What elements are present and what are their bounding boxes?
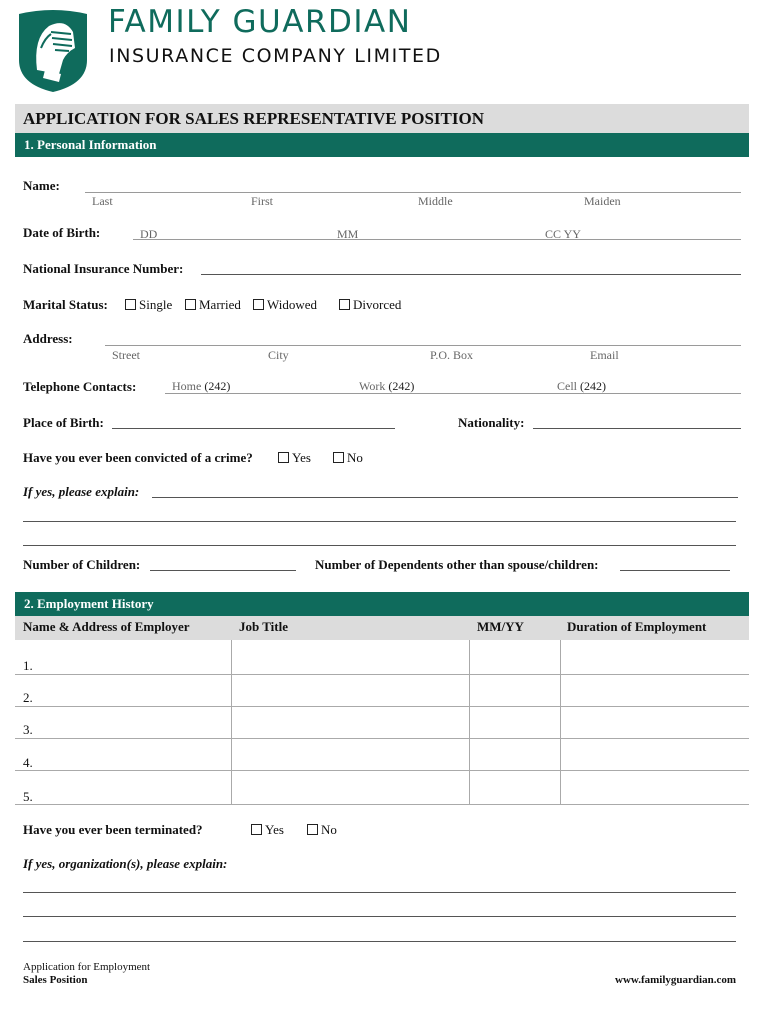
- dob-ccyy: CC YY: [545, 227, 581, 241]
- name-field[interactable]: [85, 192, 741, 193]
- dob-mm: MM: [337, 227, 359, 241]
- address-street: Street: [112, 348, 140, 362]
- checkbox[interactable]: [333, 452, 344, 463]
- crime-yes[interactable]: Yes: [278, 450, 311, 466]
- address-field[interactable]: [105, 345, 741, 346]
- nationality-label: Nationality:: [458, 415, 525, 430]
- birthplace-label: Place of Birth:: [23, 415, 104, 430]
- checkbox[interactable]: [251, 824, 262, 835]
- terminated-no[interactable]: No: [307, 822, 337, 838]
- terminated-explain-line-2[interactable]: [23, 916, 736, 917]
- emp-row-line: [15, 770, 749, 771]
- name-middle: Middle: [418, 194, 453, 208]
- dependents-field[interactable]: [620, 570, 730, 571]
- emp-header-mmyy: MM/YY: [477, 619, 524, 634]
- dob-label: Date of Birth:: [23, 225, 101, 240]
- crime-explain-label: If yes, please explain:: [23, 484, 140, 499]
- name-last: Last: [92, 194, 113, 208]
- section-personal-information: 1. Personal Information: [15, 133, 749, 157]
- marital-single[interactable]: Single: [125, 297, 172, 313]
- emp-col-divider: [469, 640, 470, 804]
- section-employment-history: 2. Employment History: [15, 592, 749, 616]
- address-email: Email: [590, 348, 619, 362]
- emp-header-duration: Duration of Employment: [567, 619, 707, 634]
- name-maiden: Maiden: [584, 194, 621, 208]
- emp-row-1[interactable]: 1.: [23, 658, 33, 673]
- emp-col-divider: [560, 640, 561, 804]
- nin-field[interactable]: [201, 274, 741, 275]
- emp-row-line: [15, 674, 749, 675]
- emp-row-line: [15, 804, 749, 805]
- terminated-yes[interactable]: Yes: [251, 822, 284, 838]
- form-title: APPLICATION FOR SALES REPRESENTATIVE POSITION: [23, 109, 484, 128]
- address-city: City: [268, 348, 289, 362]
- knight-helmet-shield-icon: [15, 8, 91, 94]
- nationality-field[interactable]: [533, 428, 741, 429]
- checkbox[interactable]: [125, 299, 136, 310]
- emp-row-4[interactable]: 4.: [23, 755, 33, 770]
- marital-divorced[interactable]: Divorced: [339, 297, 401, 313]
- checkbox[interactable]: [307, 824, 318, 835]
- footer-website: www.familyguardian.com: [615, 974, 736, 986]
- company-subtitle: INSURANCE COMPANY LIMITED: [109, 45, 442, 67]
- name-first: First: [251, 194, 274, 208]
- address-label: Address:: [23, 331, 73, 346]
- children-field[interactable]: [150, 570, 296, 571]
- checkbox[interactable]: [278, 452, 289, 463]
- emp-col-divider: [231, 640, 232, 804]
- company-logo: [15, 8, 91, 94]
- crime-question: Have you ever been convicted of a crime?: [23, 450, 253, 465]
- emp-row-2[interactable]: 2.: [23, 690, 33, 705]
- phone-home: Home (242): [172, 379, 231, 393]
- birthplace-field[interactable]: [112, 428, 395, 429]
- crime-explain-line-3[interactable]: [23, 545, 736, 546]
- phone-work: Work (242): [359, 379, 415, 393]
- phone-field[interactable]: [165, 393, 741, 394]
- emp-row-5[interactable]: 5.: [23, 789, 33, 804]
- footer-line-1: Application for Employment: [23, 961, 151, 973]
- terminated-question: Have you ever been terminated?: [23, 822, 203, 837]
- emp-header-employer: Name & Address of Employer: [23, 619, 190, 634]
- children-label: Number of Children:: [23, 557, 141, 572]
- phone-label: Telephone Contacts:: [23, 379, 137, 394]
- terminated-explain-line-3[interactable]: [23, 941, 736, 942]
- marital-label: Marital Status:: [23, 297, 108, 312]
- footer-line-2: Sales Position: [23, 974, 88, 986]
- dependents-label: Number of Dependents other than spouse/children:: [315, 557, 599, 572]
- emp-row-line: [15, 706, 749, 707]
- dob-dd: DD: [140, 227, 158, 241]
- phone-cell: Cell (242): [557, 379, 606, 393]
- checkbox[interactable]: [339, 299, 350, 310]
- address-pobox: P.O. Box: [430, 348, 474, 362]
- marital-married[interactable]: Married: [185, 297, 241, 313]
- dob-field[interactable]: [133, 239, 741, 240]
- emp-header-job-title: Job Title: [239, 619, 289, 634]
- name-label: Name:: [23, 178, 60, 193]
- crime-explain-line-2[interactable]: [23, 521, 736, 522]
- checkbox[interactable]: [185, 299, 196, 310]
- marital-widowed[interactable]: Widowed: [253, 297, 317, 313]
- emp-row-3[interactable]: 3.: [23, 722, 33, 737]
- nin-label: National Insurance Number:: [23, 261, 184, 276]
- checkbox[interactable]: [253, 299, 264, 310]
- emp-row-line: [15, 738, 749, 739]
- company-name: FAMILY GUARDIAN: [108, 4, 412, 40]
- crime-explain-line-1[interactable]: [152, 497, 738, 498]
- terminated-explain-label: If yes, organization(s), please explain:: [23, 856, 228, 871]
- crime-no[interactable]: No: [333, 450, 363, 466]
- terminated-explain-line-1[interactable]: [23, 892, 736, 893]
